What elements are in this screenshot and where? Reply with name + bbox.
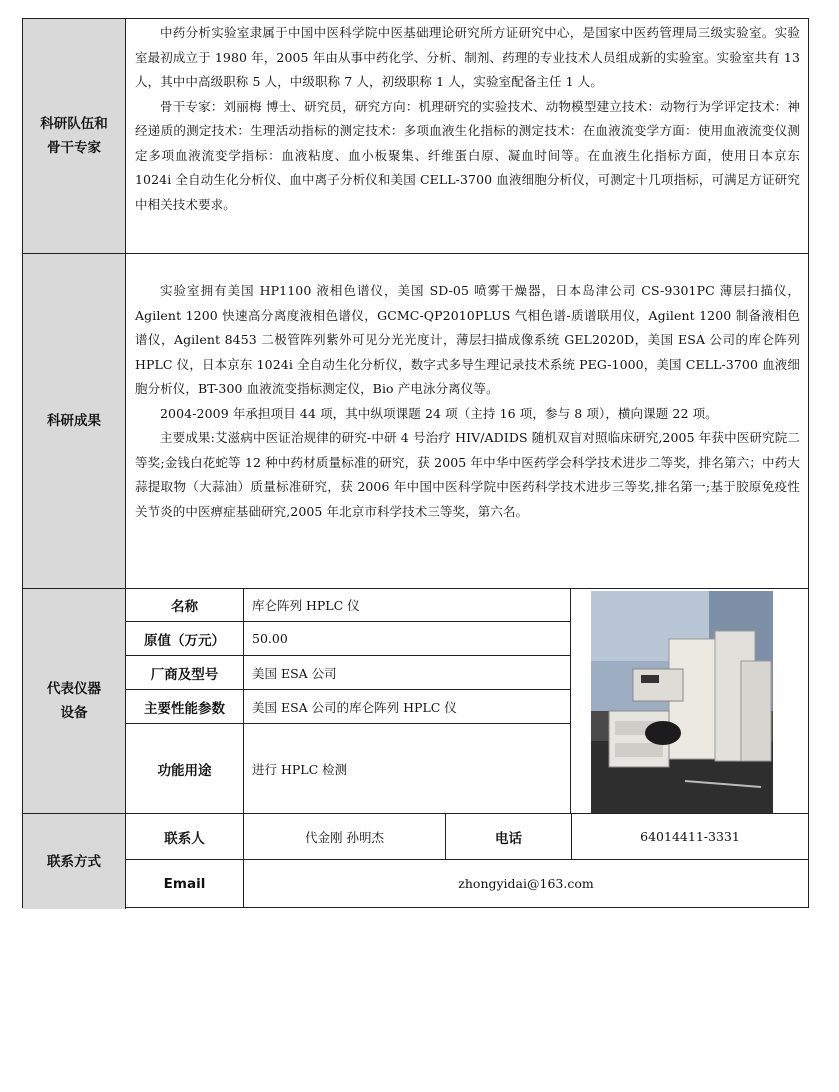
contact-person-label: 联系人 bbox=[126, 814, 243, 860]
team-intro-paragraph: 中药分析实验室隶属于中国中医科学院中医基础理论研究所方证研究中心，是国家中医药管理局三级实验室。实验室最初成立于 1980 年，2005 年由从事中药化学、分析、制剂、药理的专业技术人员组成新的实验室。实验室共有 13 人，其中中高级职称 5 人，中级职称 7 人，初级职称 1 人，实验室配备主任 1 人。 bbox=[135, 25, 800, 89]
lab-info-table bbox=[22, 18, 809, 908]
contact-email-value: zhongyidai@163.com bbox=[243, 860, 808, 907]
equipment-content bbox=[126, 589, 808, 813]
results-header: 科研成果 bbox=[23, 254, 126, 588]
contact-header: 联系方式 bbox=[23, 814, 126, 909]
team-header-line1: 科研队伍和 bbox=[40, 116, 108, 132]
results-content bbox=[126, 254, 808, 588]
results-achievements-paragraph: 主要成果:艾滋病中医证治规律的研究-中研 4 号治疗 HIV/ADIDS 随机双盲对照临床研究,2005 年获中医研究院二等奖;金钱白花蛇等 12 种中药材质量标准的研究，获 2005 年中华中医药学会科学技术进步二等奖，排名第六；中药大蒜提取物（大蒜油）质量标准研究，获 2006 年中国中医科学院中医药科学技术进步三等奖,排名第一;基于胶原免疫性关节炎的中医痹症基础研究,2005 年北京市科学技术三等奖，第六名。 bbox=[135, 430, 800, 519]
team-row bbox=[23, 19, 808, 254]
equipment-header-line1: 代表仪器 bbox=[47, 681, 101, 697]
equipment-photo bbox=[591, 591, 773, 813]
equipment-row bbox=[23, 589, 808, 814]
contact-phone-value: 64014411-3331 bbox=[571, 814, 808, 860]
results-equipment-paragraph: 实验室拥有美国 HP1100 液相色谱仪，美国 SD-05 喷雾干燥器，日本岛津公司 CS-9301PC 薄层扫描仪，Agilent 1200 快速高分离度液相色谱仪，GCMC-QP2010PLUS 气相色谱-质谱联用仪，Agilent 1200 制备液相色谱仪，Agilent 8453 二极管阵列紫外可见分光光度计，薄层扫描成像系统 GEL2020D，美国 ESA 公司的库仑阵列 HPLC 仪，日本京东 1024i 全自动生化分析仪，数字式多导生理记录技术系统 PEG-1000，美国 CELL-3700 血液细胞分析仪，BT-300 血液流变指标测定仪，Bio 产电泳分离仪等。 bbox=[135, 283, 800, 396]
contact-phone-label: 电话 bbox=[445, 814, 571, 860]
contact-person-value: 代金刚 孙明杰 bbox=[243, 814, 445, 860]
equipment-maker-value: 美国 ESA 公司 bbox=[243, 656, 571, 690]
contact-email-label: Email bbox=[163, 875, 206, 892]
equipment-use-label: 功能用途 bbox=[157, 762, 212, 779]
equipment-spec-value: 美国 ESA 公司的库仑阵列 HPLC 仪 bbox=[243, 690, 571, 724]
contact-row bbox=[23, 814, 808, 909]
equipment-header-line2: 设备 bbox=[60, 705, 88, 721]
contact-content bbox=[126, 814, 808, 909]
equipment-use-value: 进行 HPLC 检测 bbox=[243, 724, 571, 813]
equipment-name-value: 库仑阵列 HPLC 仪 bbox=[243, 589, 571, 622]
results-row bbox=[23, 254, 808, 589]
equipment-price-label: 原值（万元） bbox=[126, 622, 243, 656]
team-header bbox=[23, 19, 126, 253]
equipment-maker-label: 厂商及型号 bbox=[126, 656, 243, 690]
equipment-price-value: 50.00 bbox=[243, 622, 571, 656]
equipment-name-label: 名称 bbox=[126, 589, 243, 622]
results-projects-paragraph: 2004-2009 年承担项目 44 项，其中纵项课题 24 项（主持 16 项，参与 8 项），横向课题 22 项。 bbox=[160, 405, 718, 421]
team-content bbox=[126, 19, 808, 253]
team-expert-paragraph: 骨干专家：刘丽梅 博士、研究员，研究方向：机理研究的实验技术、动物模型建立技术：动物行为学评定技术：神经递质的测定技术：生理活动指标的测定技术：多项血液生化指标的测定技术：在血液流变学方面：使用血液流变仪测定多项血液流变学指标：血液粘度、血小板聚集、纤维蛋白原、凝血时间等。在血液生化指标方面，使用日本京东 1024i 全自动生化分析仪、血中离子分析仪和美国 CELL-3700 血液细胞分析仪，可测定十几项指标，可满足方证研究中相关技术要求。 bbox=[135, 98, 800, 212]
equipment-spec-label: 主要性能参数 bbox=[126, 690, 243, 724]
team-header-line2: 骨干专家 bbox=[47, 140, 101, 156]
equipment-header bbox=[23, 589, 126, 813]
